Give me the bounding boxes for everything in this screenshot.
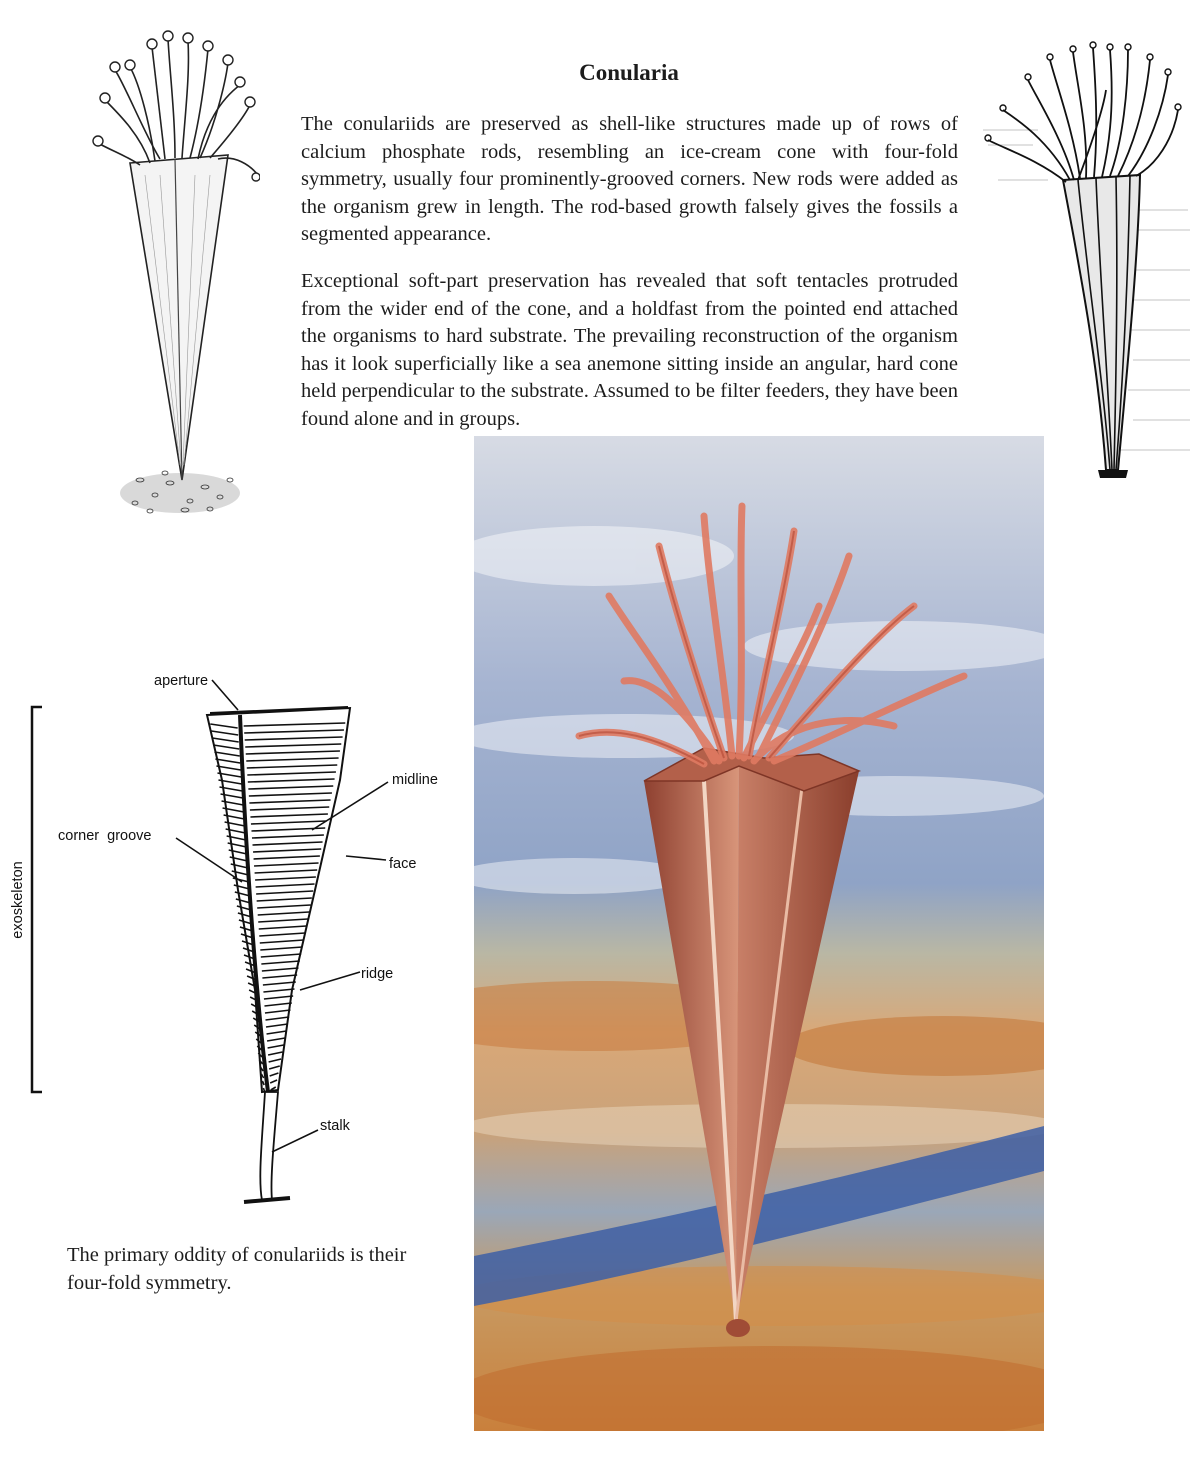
body-paragraph-2: Exceptional soft-part preservation has revealed that soft tentacles protruded from the wider end of the cone, and a holdfast from the pointed end attached the organisms to hard substrate. The prevailing reconstruction of the organism has it look superficially like a sea anemone sitting inside an angular, hard cone held perpendicular to the substrate. Assumed to be filter feeders, they have been found alone and in groups. <box>301 270 958 430</box>
conularia-sketch-right <box>978 30 1193 490</box>
label-midline: midline <box>392 772 438 788</box>
body-paragraph-1: The conulariids are preserved as shell-like structures made up of rows of calcium phosphate rods, resembling an ice-cream cone with four-fold symmetry, usually four prominently-grooved corners. New rods were added as the organism grew in length. The rod-based growth falsely gives the fossils a segmented appearance. <box>301 113 958 245</box>
tentacles <box>988 48 1178 182</box>
holdfast <box>726 1319 750 1337</box>
tentacle-knobs <box>985 42 1181 141</box>
label-aperture: aperture <box>154 673 209 689</box>
conularia-sketch-left <box>90 25 260 525</box>
substrate-stipple <box>120 471 240 513</box>
page-title: Conularia <box>579 60 679 85</box>
conularia-anatomy-diagram <box>0 660 470 1220</box>
label-face: face <box>389 856 417 872</box>
conularia-watercolor-painting <box>474 436 1044 1431</box>
stalk <box>260 1092 278 1200</box>
label-corner-groove: corner groove <box>58 828 152 844</box>
exoskeleton-bracket <box>32 707 42 1092</box>
label-ridge: ridge <box>361 966 394 982</box>
label-stalk: stalk <box>320 1118 350 1134</box>
diagram-caption: The primary oddity of conulariids is their four-fold symmetry. <box>67 1244 407 1294</box>
tentacles <box>98 39 258 175</box>
label-exoskeleton: exoskeleton <box>10 861 26 939</box>
